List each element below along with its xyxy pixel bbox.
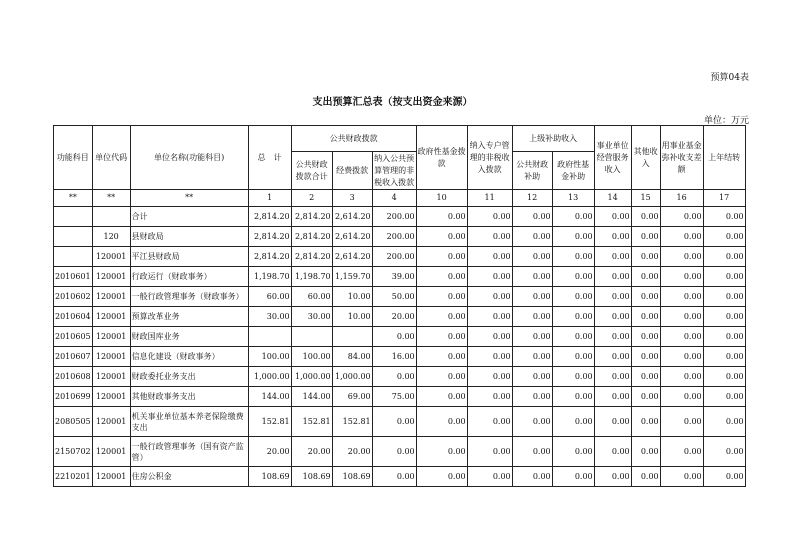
value-cell: 0.00 (467, 227, 512, 247)
func-subject-cell: 2010604 (54, 307, 93, 327)
header-unit-code: 单位代码 (92, 126, 130, 190)
header-gov-fund: 政府性基金拨款 (416, 126, 467, 190)
value-cell: 0.00 (416, 467, 467, 487)
value-cell: 1,000.00 (248, 367, 291, 387)
unit-code-cell: 120001 (92, 267, 130, 287)
unit-name-cell: 一般行政管理事务（国有资产监管） (130, 437, 248, 467)
value-cell: 0.00 (467, 207, 512, 227)
value-cell: 0.00 (703, 247, 745, 267)
value-cell: 20.00 (332, 437, 372, 467)
value-cell: 0.00 (660, 407, 703, 437)
unit-name-cell: 其他财政事务支出 (130, 387, 248, 407)
table-row (54, 407, 746, 437)
unit-code-cell: 120001 (92, 367, 130, 387)
unit-code-cell: 120001 (92, 247, 130, 267)
form-number: 预算04表 (710, 73, 749, 83)
value-cell: 1,198.70 (291, 267, 332, 287)
unit-code-cell (92, 207, 130, 227)
table-row (54, 367, 746, 387)
unit-name-cell: 预算改革业务 (130, 307, 248, 327)
index-cell: ** (130, 190, 248, 207)
index-cell: 3 (332, 190, 372, 207)
header-special-nontax: 纳入专户管理的非税收入拨款 (467, 126, 512, 190)
value-cell: 2,814.20 (248, 227, 291, 247)
index-cell: 13 (552, 190, 594, 207)
value-cell: 0.00 (660, 347, 703, 367)
table-body (54, 207, 746, 487)
header-unit-name: 单位名称(功能科目) (130, 126, 248, 190)
value-cell: 0.00 (512, 437, 552, 467)
value-cell: 0.00 (416, 287, 467, 307)
table-row (54, 347, 746, 367)
value-cell: 0.00 (660, 387, 703, 407)
func-subject-cell: 2080505 (54, 407, 93, 437)
value-cell: 0.00 (594, 267, 631, 287)
value-cell: 0.00 (416, 387, 467, 407)
value-cell: 0.00 (703, 307, 745, 327)
value-cell: 0.00 (512, 247, 552, 267)
unit-code-cell: 120001 (92, 287, 130, 307)
value-cell: 0.00 (703, 207, 745, 227)
value-cell: 0.00 (416, 267, 467, 287)
unit-code-cell: 120001 (92, 467, 130, 487)
value-cell: 0.00 (703, 227, 745, 247)
value-cell: 0.00 (703, 467, 745, 487)
table-row (54, 267, 746, 287)
value-cell: 20.00 (248, 437, 291, 467)
value-cell: 0.00 (512, 347, 552, 367)
value-cell: 0.00 (631, 407, 660, 437)
value-cell: 2,814.20 (291, 227, 332, 247)
value-cell: 10.00 (332, 287, 372, 307)
func-subject-cell: 2010699 (54, 387, 93, 407)
value-cell: 0.00 (703, 407, 745, 437)
index-cell: 4 (372, 190, 416, 207)
header-superior: 上级补助收入 (512, 126, 594, 152)
value-cell: 16.00 (372, 347, 416, 367)
value-cell: 0.00 (594, 367, 631, 387)
value-cell: 0.00 (631, 367, 660, 387)
value-cell: 0.00 (552, 367, 594, 387)
value-cell: 0.00 (416, 327, 467, 347)
table-row (54, 437, 746, 467)
value-cell: 0.00 (467, 307, 512, 327)
index-cell: 10 (416, 190, 467, 207)
unit-name-cell: 一般行政管理事务（财政事务） (130, 287, 248, 307)
value-cell: 0.00 (552, 437, 594, 467)
value-cell: 0.00 (372, 327, 416, 347)
value-cell: 69.00 (332, 387, 372, 407)
value-cell: 0.00 (552, 227, 594, 247)
value-cell: 0.00 (512, 327, 552, 347)
index-cell: 2 (291, 190, 332, 207)
value-cell: 0.00 (660, 367, 703, 387)
value-cell: 0.00 (512, 407, 552, 437)
index-cell: 16 (660, 190, 703, 207)
value-cell: 0.00 (372, 467, 416, 487)
value-cell: 0.00 (631, 387, 660, 407)
func-subject-cell (54, 207, 93, 227)
value-cell: 0.00 (594, 347, 631, 367)
value-cell: 0.00 (512, 387, 552, 407)
unit-code-cell: 120 (92, 227, 130, 247)
value-cell: 0.00 (552, 467, 594, 487)
table-title: 支出预算汇总表（按支出资金来源） (312, 97, 473, 108)
func-subject-cell (54, 227, 93, 247)
budget-table (53, 125, 746, 487)
unit-name-cell: 信息化建设（财政事务） (130, 347, 248, 367)
value-cell: 0.00 (631, 287, 660, 307)
value-cell: 200.00 (372, 207, 416, 227)
header-reserve: 用事业基金弥补收支差额 (660, 126, 703, 190)
value-cell: 0.00 (552, 327, 594, 347)
value-cell: 0.00 (552, 307, 594, 327)
value-cell: 0.00 (512, 367, 552, 387)
value-cell: 30.00 (248, 307, 291, 327)
value-cell: 0.00 (552, 287, 594, 307)
value-cell: 0.00 (372, 367, 416, 387)
value-cell: 2,614.20 (332, 207, 372, 227)
func-subject-cell: 2010602 (54, 287, 93, 307)
value-cell: 0.00 (416, 247, 467, 267)
func-subject-cell: 2010605 (54, 327, 93, 347)
func-subject-cell: 2150702 (54, 437, 93, 467)
value-cell: 0.00 (416, 307, 467, 327)
value-cell: 39.00 (372, 267, 416, 287)
func-subject-cell: 2010601 (54, 267, 93, 287)
value-cell: 0.00 (552, 247, 594, 267)
value-cell: 0.00 (703, 387, 745, 407)
value-cell: 75.00 (372, 387, 416, 407)
value-cell: 0.00 (631, 267, 660, 287)
value-cell: 2,814.20 (248, 207, 291, 227)
value-cell: 2,814.20 (291, 207, 332, 227)
header-pf-special: 纳入公共预算管理的非税收入拨款 (372, 152, 416, 190)
header-pf-funding: 经费拨款 (332, 152, 372, 190)
value-cell: 0.00 (660, 227, 703, 247)
value-cell: 0.00 (703, 287, 745, 307)
value-cell: 60.00 (248, 287, 291, 307)
value-cell: 0.00 (594, 287, 631, 307)
value-cell: 0.00 (416, 407, 467, 437)
value-cell: 50.00 (372, 287, 416, 307)
unit-code-cell: 120001 (92, 407, 130, 437)
unit-name-cell: 合计 (130, 207, 248, 227)
index-cell: ** (92, 190, 130, 207)
unit-name-cell: 财政国库业务 (130, 327, 248, 347)
index-cell: 1 (248, 190, 291, 207)
value-cell: 0.00 (594, 407, 631, 437)
value-cell: 0.00 (703, 327, 745, 347)
value-cell (332, 327, 372, 347)
value-cell: 0.00 (660, 207, 703, 227)
value-cell: 0.00 (467, 387, 512, 407)
table-row (54, 287, 746, 307)
value-cell (248, 327, 291, 347)
value-cell: 0.00 (467, 367, 512, 387)
unit-name-cell: 机关事业单位基本养老保险缴费支出 (130, 407, 248, 437)
index-cell: 15 (631, 190, 660, 207)
value-cell: 2,814.20 (291, 247, 332, 267)
value-cell: 20.00 (372, 307, 416, 327)
value-cell: 0.00 (416, 367, 467, 387)
table-row (54, 247, 746, 267)
value-cell: 0.00 (552, 347, 594, 367)
table-row (54, 227, 746, 247)
value-cell: 2,614.20 (332, 247, 372, 267)
value-cell: 0.00 (594, 307, 631, 327)
value-cell: 0.00 (416, 437, 467, 467)
value-cell: 0.00 (594, 437, 631, 467)
value-cell: 0.00 (703, 347, 745, 367)
unit-code-cell: 120001 (92, 347, 130, 367)
value-cell: 152.81 (332, 407, 372, 437)
value-cell: 0.00 (631, 207, 660, 227)
value-cell: 0.00 (594, 227, 631, 247)
value-cell: 84.00 (332, 347, 372, 367)
func-subject-cell: 2210201 (54, 467, 93, 487)
value-cell (291, 327, 332, 347)
value-cell: 1,000.00 (332, 367, 372, 387)
value-cell: 30.00 (291, 307, 332, 327)
unit-name-cell: 行政运行（财政事务） (130, 267, 248, 287)
value-cell: 0.00 (660, 287, 703, 307)
value-cell: 0.00 (512, 207, 552, 227)
unit-code-cell: 120001 (92, 437, 130, 467)
value-cell: 0.00 (552, 407, 594, 437)
index-row (54, 190, 746, 207)
unit-name-cell: 县财政局 (130, 227, 248, 247)
value-cell: 0.00 (594, 467, 631, 487)
index-cell: 12 (512, 190, 552, 207)
value-cell: 0.00 (467, 467, 512, 487)
value-cell: 0.00 (631, 347, 660, 367)
value-cell: 100.00 (291, 347, 332, 367)
value-cell: 0.00 (631, 327, 660, 347)
header-sup-public: 公共财政补助 (512, 152, 552, 190)
value-cell: 200.00 (372, 227, 416, 247)
header-carryover: 上年结转 (703, 126, 745, 190)
value-cell: 0.00 (660, 247, 703, 267)
value-cell: 0.00 (660, 437, 703, 467)
value-cell: 0.00 (372, 437, 416, 467)
value-cell: 0.00 (703, 437, 745, 467)
value-cell: 152.81 (291, 407, 332, 437)
value-cell: 152.81 (248, 407, 291, 437)
unit-code-cell: 120001 (92, 307, 130, 327)
value-cell: 108.69 (291, 467, 332, 487)
table-row (54, 387, 746, 407)
value-cell: 0.00 (512, 227, 552, 247)
value-cell: 0.00 (512, 307, 552, 327)
value-cell: 1,159.70 (332, 267, 372, 287)
header-total: 总 计 (248, 126, 291, 190)
value-cell: 2,814.20 (248, 247, 291, 267)
header-pf-total: 公共财政拨款合计 (291, 152, 332, 190)
value-cell: 0.00 (631, 227, 660, 247)
value-cell: 0.00 (467, 267, 512, 287)
value-cell: 0.00 (512, 267, 552, 287)
value-cell: 0.00 (703, 267, 745, 287)
unit-code-cell: 120001 (92, 387, 130, 407)
value-cell: 0.00 (467, 247, 512, 267)
header-public-fiscal: 公共财政拨款 (291, 126, 416, 152)
value-cell: 0.00 (552, 267, 594, 287)
table-row (54, 207, 746, 227)
value-cell: 2,614.20 (332, 227, 372, 247)
index-cell: 17 (703, 190, 745, 207)
header-other: 其他收入 (631, 126, 660, 190)
value-cell: 0.00 (631, 307, 660, 327)
func-subject-cell: 2010608 (54, 367, 93, 387)
value-cell: 1,000.00 (291, 367, 332, 387)
value-cell: 10.00 (332, 307, 372, 327)
value-cell: 0.00 (467, 287, 512, 307)
unit-name-cell: 住房公积金 (130, 467, 248, 487)
index-cell: 11 (467, 190, 512, 207)
value-cell: 0.00 (552, 387, 594, 407)
value-cell: 1,198.70 (248, 267, 291, 287)
value-cell: 0.00 (703, 367, 745, 387)
value-cell: 0.00 (660, 307, 703, 327)
value-cell: 200.00 (372, 247, 416, 267)
value-cell: 0.00 (660, 267, 703, 287)
value-cell: 0.00 (467, 437, 512, 467)
value-cell: 0.00 (416, 207, 467, 227)
value-cell: 0.00 (594, 247, 631, 267)
value-cell: 0.00 (594, 387, 631, 407)
table-row (54, 327, 746, 347)
value-cell: 0.00 (660, 327, 703, 347)
value-cell: 0.00 (631, 467, 660, 487)
value-cell: 0.00 (467, 347, 512, 367)
value-cell: 0.00 (467, 407, 512, 437)
value-cell: 108.69 (248, 467, 291, 487)
index-cell: 14 (594, 190, 631, 207)
unit-name-cell: 财政委托业务支出 (130, 367, 248, 387)
value-cell: 0.00 (416, 227, 467, 247)
value-cell: 144.00 (248, 387, 291, 407)
table-row (54, 307, 746, 327)
value-cell: 0.00 (512, 287, 552, 307)
header-business: 事业单位经营服务收入 (594, 126, 631, 190)
value-cell: 144.00 (291, 387, 332, 407)
value-cell: 0.00 (631, 247, 660, 267)
value-cell: 0.00 (512, 467, 552, 487)
value-cell: 0.00 (372, 407, 416, 437)
table-row (54, 467, 746, 487)
header-sup-gov: 政府性基金补助 (552, 152, 594, 190)
value-cell: 0.00 (594, 327, 631, 347)
index-cell: ** (54, 190, 93, 207)
header-func-subject: 功能科目 (54, 126, 93, 190)
value-cell: 0.00 (660, 467, 703, 487)
value-cell: 0.00 (416, 347, 467, 367)
value-cell: 0.00 (552, 207, 594, 227)
value-cell: 0.00 (467, 327, 512, 347)
value-cell: 20.00 (291, 437, 332, 467)
func-subject-cell (54, 247, 93, 267)
unit-label: 单位：万元 (703, 116, 749, 126)
func-subject-cell: 2010607 (54, 347, 93, 367)
value-cell: 100.00 (248, 347, 291, 367)
unit-code-cell: 120001 (92, 327, 130, 347)
unit-name-cell: 平江县财政局 (130, 247, 248, 267)
value-cell: 0.00 (631, 437, 660, 467)
value-cell: 0.00 (594, 207, 631, 227)
value-cell: 108.69 (332, 467, 372, 487)
value-cell: 60.00 (291, 287, 332, 307)
